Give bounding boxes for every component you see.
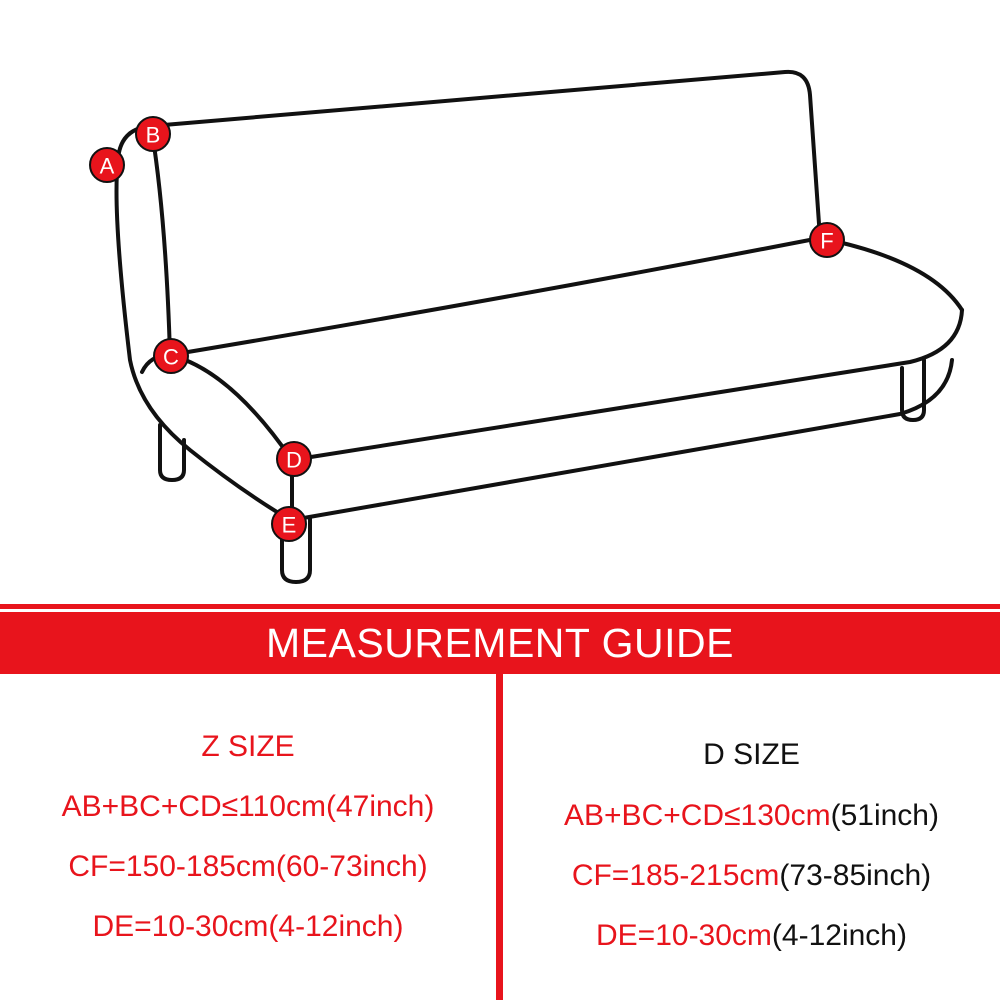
marker-label: B [145,122,161,148]
marker-label: F [820,228,834,254]
z-size-spec-de: DE=10-30cm(4-12inch) [92,910,404,943]
sofa-seat-front-top [142,310,962,460]
measurement-guide-banner [0,612,1000,674]
d-size-spec-de: DE=10-30cm(4-12inch) [596,919,907,952]
z-size-spec-abbccd: AB+BC+CD≤110cm(47inch) [61,790,435,823]
sofa-seat-back-edge [170,238,962,355]
z-size-title: Z SIZE [201,730,295,763]
marker-a [90,148,124,182]
d-size-column [503,674,1000,1000]
banner-title: MEASUREMENT GUIDE [266,619,734,666]
sofa-backrest-inner-edge [152,132,170,355]
marker-c [154,339,188,373]
marker-e [272,507,306,541]
column-divider [496,674,503,1000]
sofa-seat-bottom-edge [292,360,952,520]
marker-label: D [286,447,302,473]
marker-label: C [163,344,179,370]
marker-d [277,442,311,476]
z-size-column [0,674,496,1000]
marker-f [810,223,844,257]
d-size-title: D SIZE [703,738,800,771]
d-size-spec-abbccd: AB+BC+CD≤130cm(51inch) [564,799,939,832]
banner-top-rule [0,604,1000,609]
z-size-spec-cf: CF=150-185cm(60-73inch) [68,850,428,883]
sofa-backrest-outline [118,72,820,238]
d-size-spec-cf: CF=185-215cm(73-85inch) [571,859,932,892]
marker-b [136,117,170,151]
marker-label: E [281,512,297,538]
marker-label: A [99,153,115,179]
